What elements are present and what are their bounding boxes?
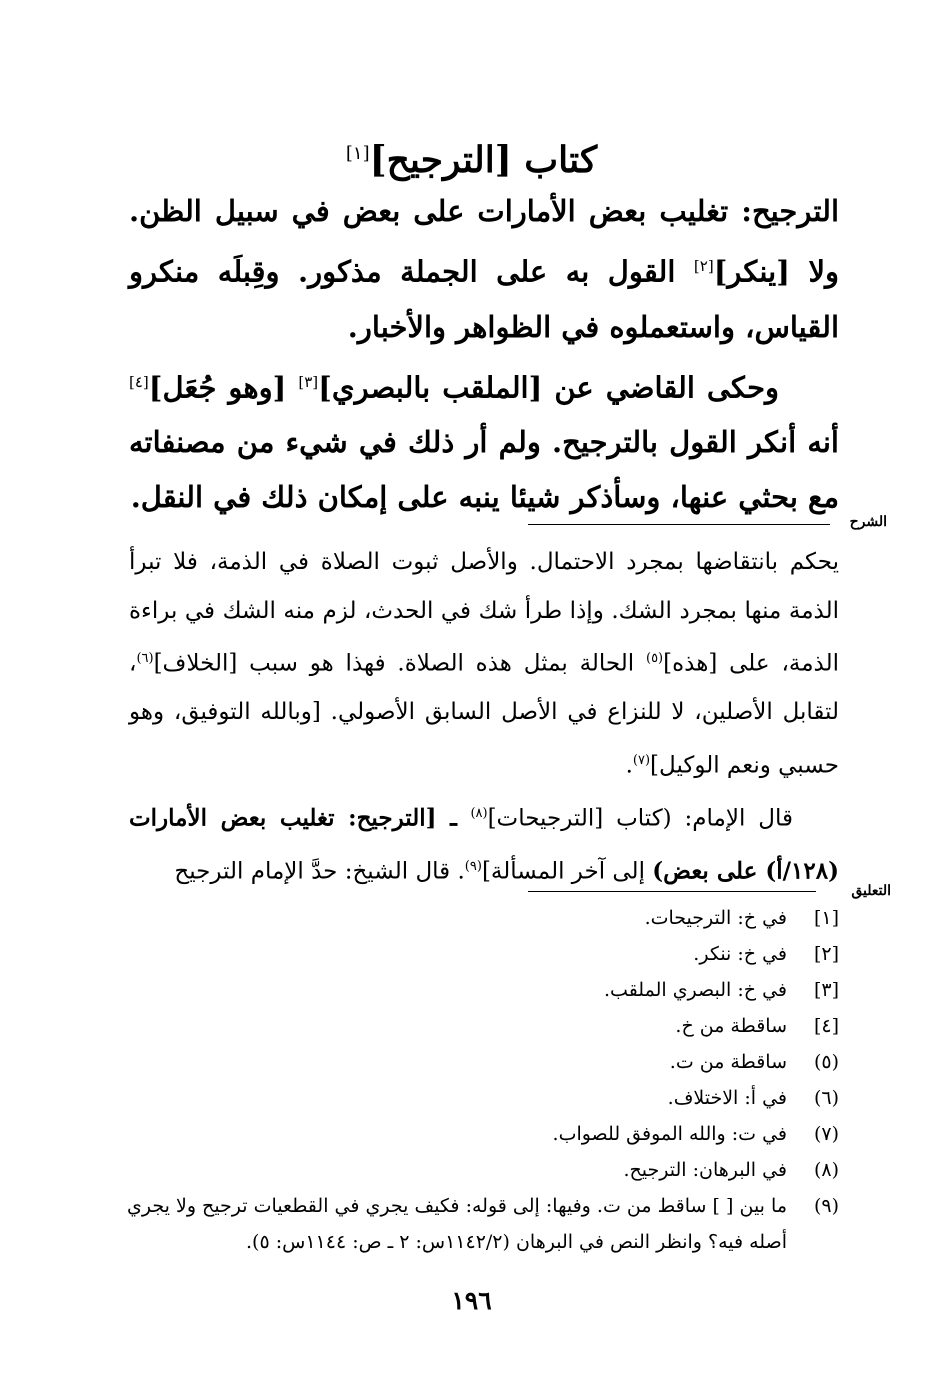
footnote-item [127, 900, 839, 936]
footnote-ref-5: (٥) [645, 651, 664, 666]
main-p2-text-b: [وهو جُعَل] [148, 370, 299, 405]
footnote-ref-6: (٦) [136, 651, 154, 666]
footnote-text: ما بين [ ] ساقط من ت. وفيها: إلى قوله: فكيف يجري في القطعيات ترجيح ولا يجري أصله فيه؟ وانظر النص في البرهان (١١٤٢/٢س: ٢ ـ ص: ١١٤٤س: ٥). [127, 1195, 787, 1253]
footnotes-list [127, 900, 839, 1260]
sharh-p1-text-c: ، لتقابل الأصلين، لا للنزاع في الأصل السابق الأصولي. [وبالله التوفيق، وهو حسبي ونعم الوكيل] [129, 650, 839, 779]
chapter-title-ref: [١] [345, 143, 370, 164]
sharh-paragraph-2 [129, 790, 839, 896]
notes-divider [528, 891, 816, 892]
sharh-p2-text-a: قال الإمام: (كتاب [الترجيحات] [487, 805, 793, 832]
footnote-number: (٥) [813, 1051, 839, 1073]
sharh-p2-text-e: . قال الشيخ: حدَّ الإمام الترجيح [174, 858, 465, 885]
sharh-label: الشرح [849, 514, 887, 530]
footnote-ref-9: (٩) [464, 858, 482, 874]
chapter-title [0, 128, 943, 186]
footnote-number: [١] [813, 907, 839, 929]
footnote-item [127, 972, 839, 1008]
footnote-ref-7: (٧) [632, 752, 651, 768]
footnote-text: ساقطة من خ. [675, 1015, 787, 1037]
sharh-text [129, 538, 839, 896]
sharh-p1-text-d: . [625, 752, 633, 779]
footnote-number: (٩) [813, 1195, 839, 1217]
main-p1-text-b: القول به على الجملة مذكور. وقِبلَه منكرو القياس، واستعملوه في الظواهر والأخبار. [129, 254, 839, 344]
sharh-p1-text-b: الحالة بمثل هذه الصلاة. فهذا هو سبب [الخلاف] [153, 650, 646, 677]
main-text [129, 184, 839, 525]
footnote-item [127, 1188, 839, 1260]
main-p1-text-a: الترجيح: تغليب بعض الأمارات على بعض في سبيل الظن. ولا [ينكر] [129, 194, 839, 289]
footnote-ref-4: [٤] [129, 372, 149, 391]
footnote-number: [٢] [813, 943, 839, 965]
footnote-text: ساقطة من ت. [669, 1051, 787, 1073]
footnote-item [127, 1080, 839, 1116]
footnote-item [127, 1008, 839, 1044]
footnote-number: [٤] [813, 1015, 839, 1037]
sharh-p1-text-a: يحكم بانتقاضها بمجرد الاحتمال. والأصل ثبوت الصلاة في الذمة، فلا تبرأ الذمة منها بمجرد الشك. وإذا طرأ شك في الحدث، لزم منه الشك في براءة الذمة، على [هذه] [129, 549, 839, 677]
footnote-text: في البرهان: الترجيح. [623, 1159, 787, 1181]
footnote-text: في خ: الترجيحات. [644, 907, 787, 929]
sharh-p2-text-b: ـ [الترجيح: تغليب بعض الأمارات [129, 804, 471, 832]
main-paragraph-2 [129, 355, 839, 526]
footnote-ref-2: [٢] [693, 257, 714, 275]
sharh-p2-text-c: (١٢٨/أ) على بعض) [652, 857, 839, 885]
footnote-text: في خ: ننكر. [693, 943, 787, 965]
footnote-item [127, 1044, 839, 1080]
footnote-ref-3: [٣] [298, 372, 319, 391]
footnote-text: في ت: والله الموفق للصواب. [552, 1123, 787, 1145]
main-p2-text-a: وحكى القاضي عن [الملقب بالبصري] [318, 370, 779, 405]
footnote-number: [٣] [813, 979, 839, 1001]
sharh-divider [528, 524, 830, 525]
sharh-p2-text-d: إلى آخر المسألة] [481, 858, 653, 885]
footnote-text: في خ: البصري الملقب. [604, 979, 787, 1001]
footnote-item [127, 1116, 839, 1152]
footnote-number: (٧) [813, 1123, 839, 1145]
footnote-number: (٦) [813, 1087, 839, 1109]
footnote-number: (٨) [813, 1159, 839, 1181]
footnote-text: في أ: الاختلاف. [667, 1087, 787, 1109]
footnote-item [127, 1152, 839, 1188]
page-number: ١٩٦ [451, 1286, 492, 1315]
main-paragraph-1 [129, 184, 839, 355]
footnote-item [127, 936, 839, 972]
chapter-title-text: كتاب [الترجيح] [369, 139, 598, 181]
main-p2-text-c: أنه أنكر القول بالترجيح. ولم أر ذلك في شيء من مصنفاته مع بحثي عنها، وسأذكر شيئا ينبه على إمكان ذلك في النقل. [129, 425, 839, 515]
footnote-ref-8: (٨) [470, 805, 488, 821]
notes-label: التعليق [851, 883, 891, 899]
sharh-paragraph-1 [129, 538, 839, 790]
